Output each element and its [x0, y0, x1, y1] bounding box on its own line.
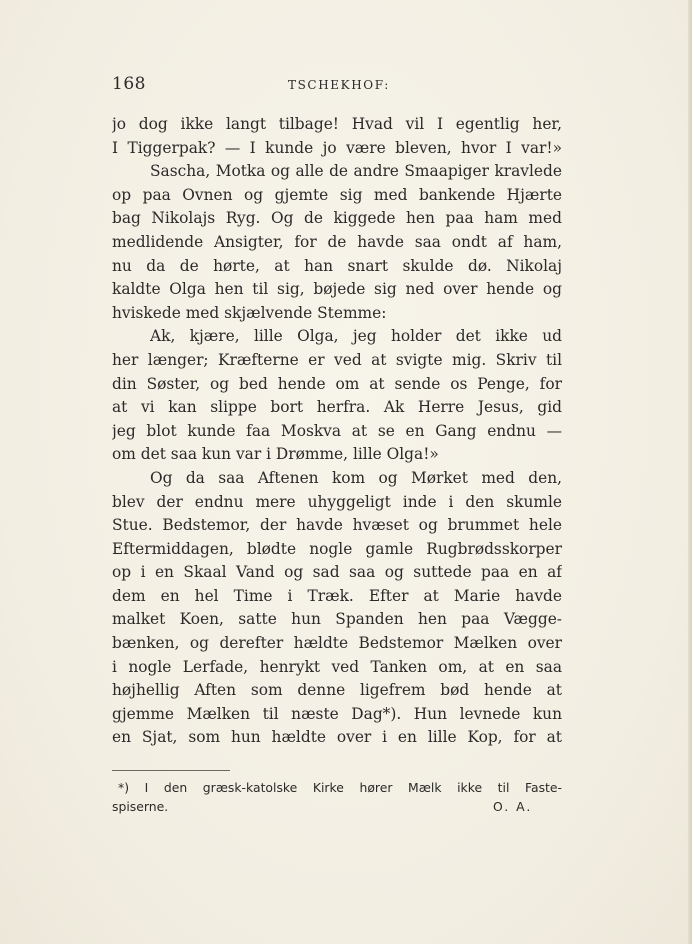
page-header: [112, 74, 562, 98]
text-line: bænken, og derefter hældte Bedstemor Mælken over: [112, 634, 562, 653]
text-line: blev der endnu mere uhyggeligt inde i den skumle: [112, 492, 562, 511]
text-line: kaldte Olga hen til sig, bøjede sig ned over hende og: [112, 280, 562, 299]
text-line: om det saa kun var i Drømme, lille Olga!»: [112, 445, 439, 464]
footnote-text: spiserne.: [112, 799, 169, 814]
text-line: Ak, kjære, lille Olga, jeg holder det ikke ud: [150, 327, 562, 346]
footnote: [112, 778, 562, 816]
footnote-signature: O. A.: [493, 799, 533, 814]
page-edge: [688, 0, 692, 944]
text-line: i nogle Lerfade, henrykt ved Tanken om, at en saa: [112, 657, 562, 676]
running-head: TSCHEKHOF:: [288, 78, 390, 92]
footnote-line-last: [112, 797, 562, 816]
text-line: Stue. Bedstemor, der havde hvæset og brummet hele: [112, 516, 562, 535]
text-line: højhellig Aften som denne ligefrem bød hende at: [112, 681, 562, 700]
text-line: op paa Ovnen og gjemte sig med bankende Hjærte: [112, 185, 562, 204]
text-line: hviskede med skjælvende Stemme:: [112, 303, 387, 322]
page-number: 168: [112, 74, 146, 94]
text-line: malket Koen, satte hun Spanden hen paa Vægge-: [112, 610, 562, 629]
text-line: gjemme Mælken til næste Dag*). Hun levnede kun: [112, 704, 562, 723]
text-line: Eftermiddagen, blødte nogle gamle Rugbrødsskorper: [112, 539, 562, 558]
text-line: bag Nikolajs Ryg. Og de kiggede hen paa ham med: [112, 209, 562, 228]
body-text: [112, 113, 562, 750]
text-line: en Sjat, som hun hældte over i en lille Kop, for at: [112, 728, 562, 747]
text-line: jo dog ikke langt tilbage! Hvad vil I egentlig her,: [112, 115, 562, 133]
text-line: medlidende Ansigter, for de havde saa ondt af ham,: [112, 232, 562, 251]
text-line: dem en hel Time i Træk. Efter at Marie havde: [112, 586, 562, 605]
footnote-divider: [112, 770, 230, 771]
text-line: her længer; Kræfterne er ved at svigte mig. Skriv til: [112, 350, 562, 369]
text-line: Og da saa Aftenen kom og Mørket med den,: [150, 468, 562, 487]
footnote-line: *) I den græsk-katolske Kirke hører Mælk ikke til Faste-: [118, 780, 562, 795]
text-line: din Søster, og bed hende om at sende os Penge, for: [112, 374, 562, 393]
text-line: I Tiggerpak? — I kunde jo være bleven, hvor I var!»: [112, 138, 562, 157]
text-line: nu da de hørte, at han snart skulde dø. Nikolaj: [112, 256, 562, 275]
text-line: at vi kan slippe bort herfra. Ak Herre Jesus, gid: [112, 398, 562, 417]
text-line: Sascha, Motka og alle de andre Smaapiger kravlede: [150, 162, 562, 181]
text-line: jeg blot kunde faa Moskva at se en Gang endnu —: [112, 421, 562, 440]
text-line: op i en Skaal Vand og sad saa og suttede paa en af: [112, 563, 562, 582]
